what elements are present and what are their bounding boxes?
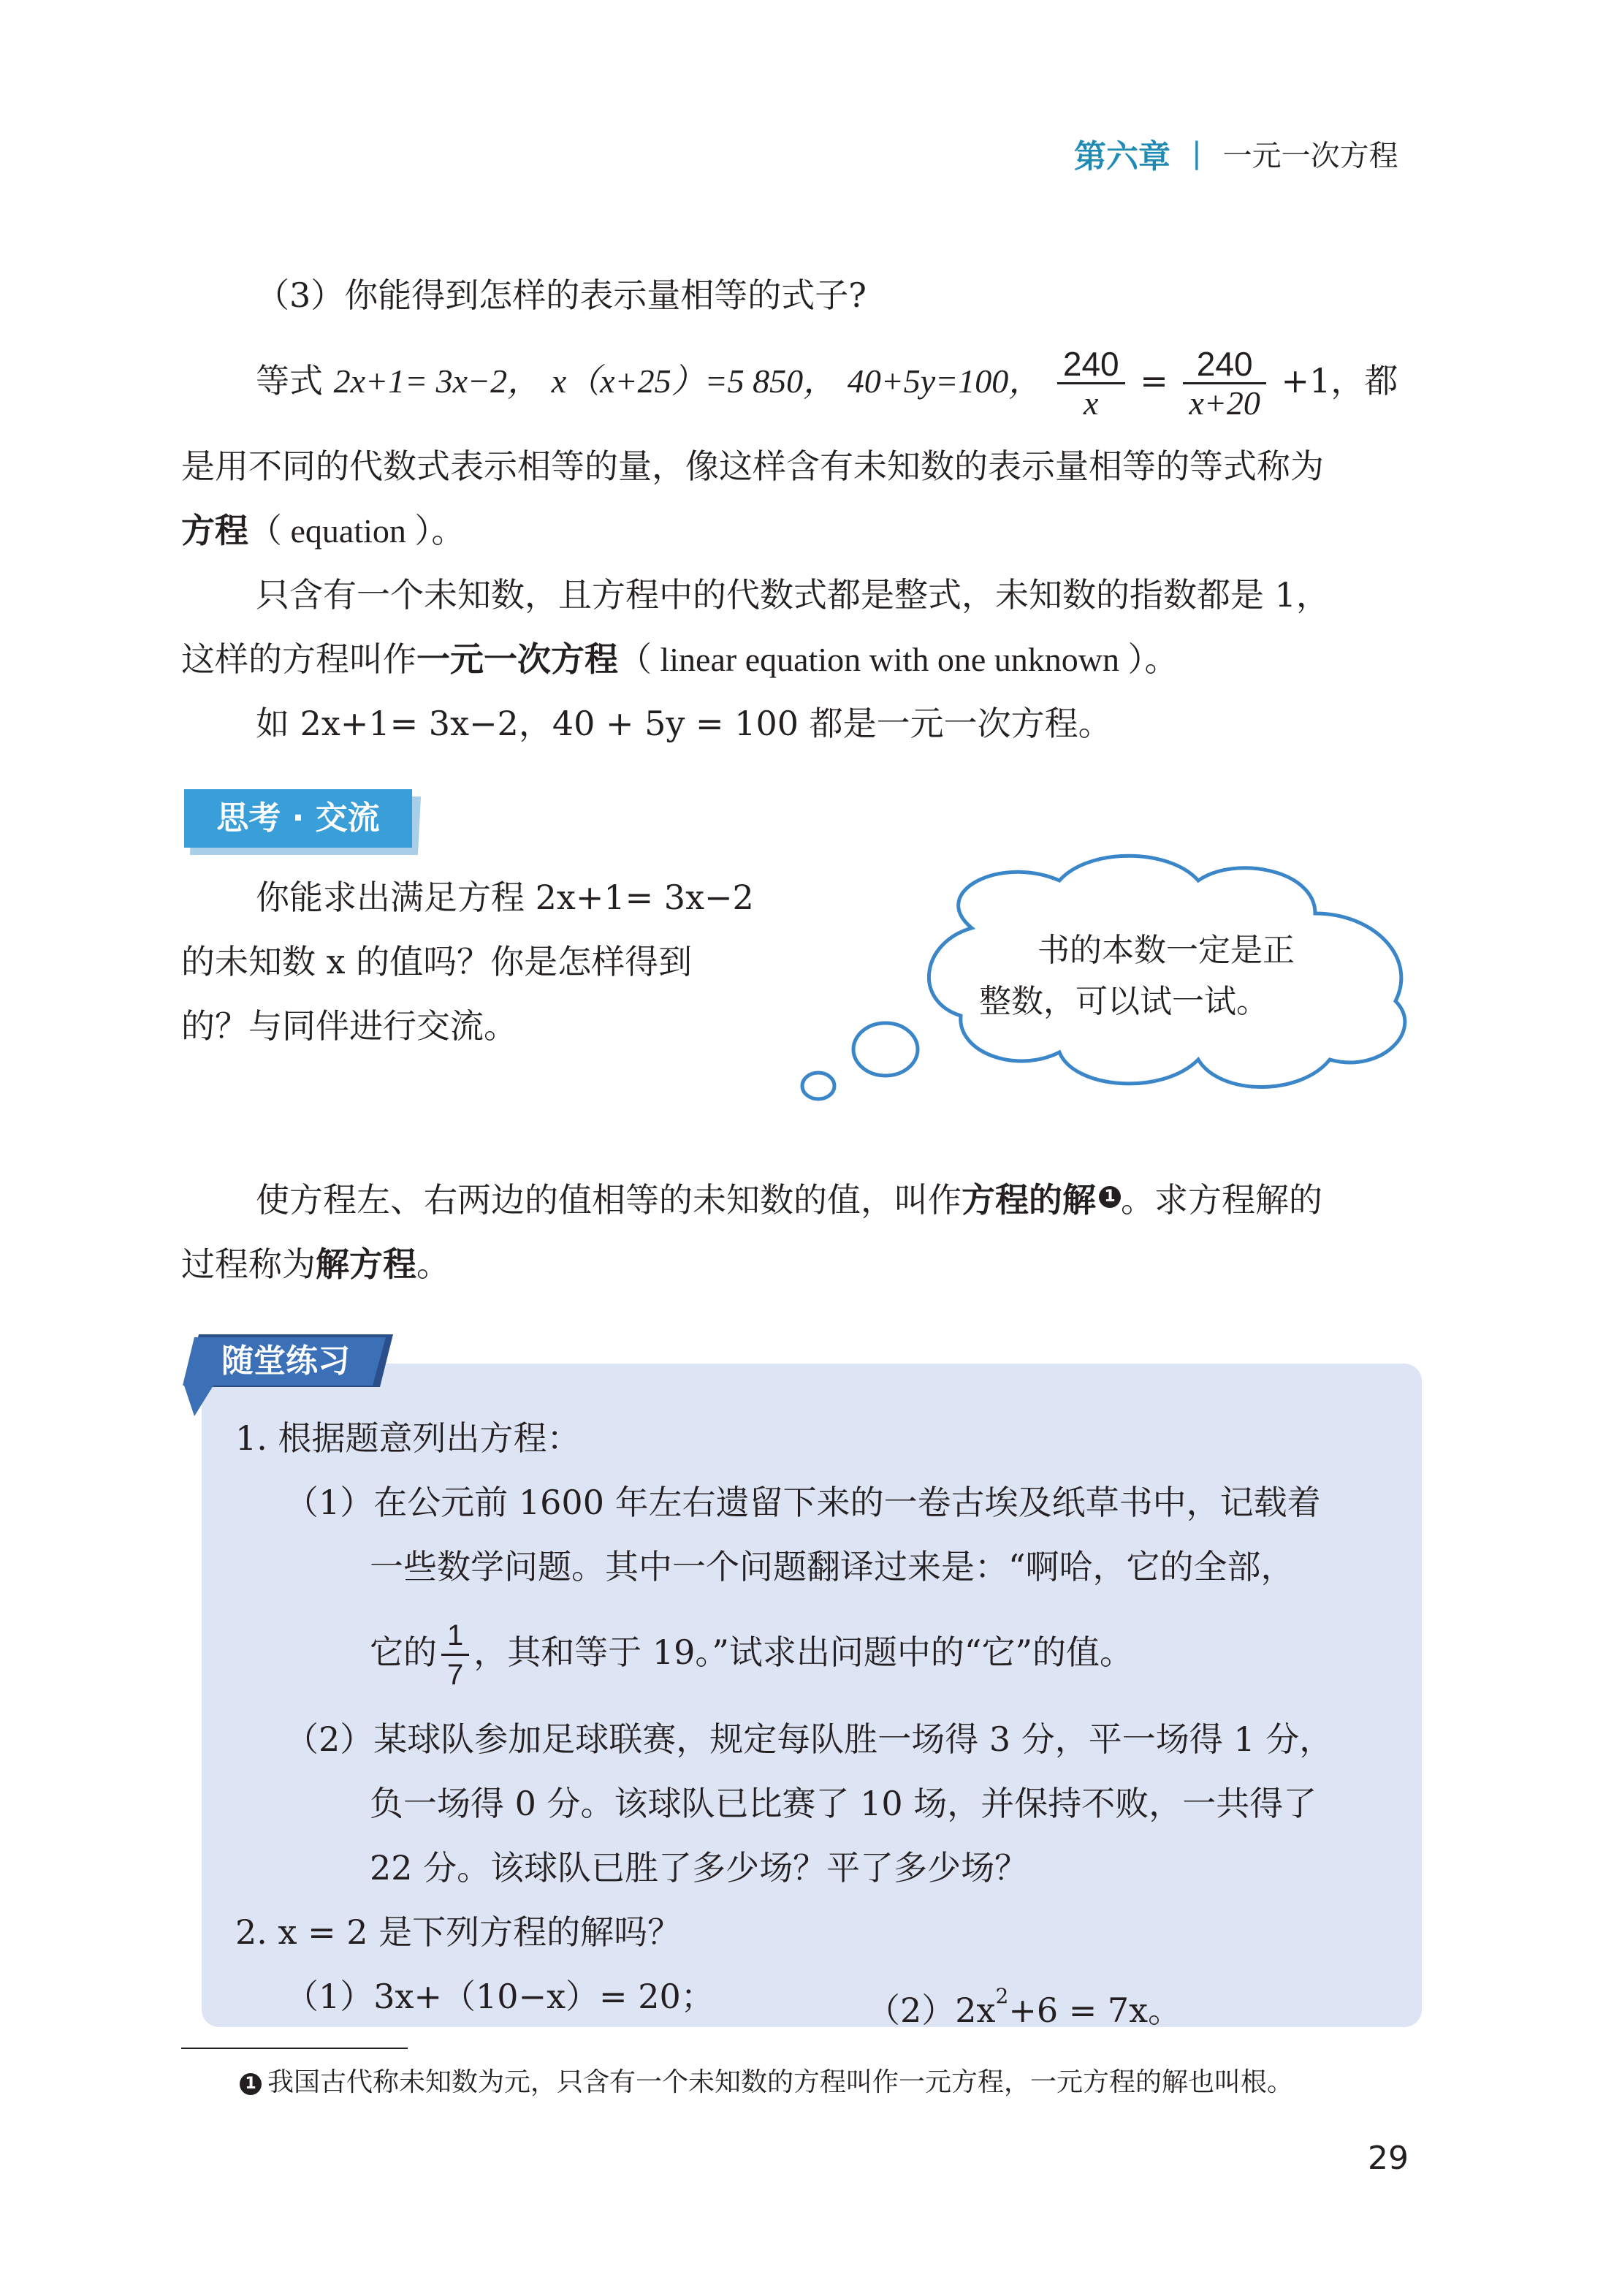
cloud-text xyxy=(950,925,1295,1027)
cloud-text-line2: 整数，可以试一试。 xyxy=(979,983,1268,1020)
definition-linear-line2 xyxy=(181,637,1179,682)
page-number: 29 xyxy=(1368,2140,1409,2177)
practice-2-b-post: +6 = 7x。 xyxy=(1008,1991,1182,2030)
cloud-bubble-small xyxy=(802,1073,834,1099)
practice-2-a: （1）3x+（10−x）= 20； xyxy=(285,1977,715,2016)
chapter-title: 一元一次方程 xyxy=(1222,139,1398,173)
practice-1-1-line1: （1）在公元前 1600 年左右遗留下来的一卷古埃及纸草书中，记载着 xyxy=(285,1483,1321,1522)
practice-banner-tail xyxy=(184,1385,213,1416)
term-equation: 方程 xyxy=(181,511,248,550)
footnote-divider xyxy=(181,2048,408,2049)
practice-1-title: 1. 根据题意列出方程： xyxy=(235,1418,581,1458)
fraction-denominator: 7 xyxy=(441,1654,469,1694)
term-solve-equation: 解方程 xyxy=(316,1244,416,1284)
eq-example-2: x（x+25）=5 850， xyxy=(551,362,837,400)
footnote-bullet: 1 xyxy=(240,2073,262,2095)
equals-sign: = xyxy=(1140,361,1168,400)
definition-linear-line1: 只含有一个未知数，且方程中的代数式都是整式，未知数的指数都是 1， xyxy=(256,575,1330,615)
fraction-numerator: 240 xyxy=(1062,344,1119,383)
definition-linear-prefix: 这样的方程叫作 xyxy=(181,639,416,679)
cloud-bubble-medium xyxy=(853,1023,918,1076)
practice-1-2-line2: 负一场得 0 分。该球队已比赛了 10 场，并保持不败，一共得了 xyxy=(370,1784,1317,1823)
definition-solution-line2 xyxy=(181,1242,450,1286)
fraction-240-over-x xyxy=(1057,346,1125,422)
question-3: （3）你能得到怎样的表示量相等的式子? xyxy=(256,275,867,315)
think-banner-label: 思考 · 交流 xyxy=(216,799,380,837)
practice-1-1-rest: ，其和等于 19。”试求出问题中的“它”的值。 xyxy=(473,1632,1133,1672)
running-header xyxy=(1074,130,1398,181)
definition-solution-prefix: 使方程左、右两边的值相等的未知数的值，叫作 xyxy=(256,1180,962,1220)
think-text-line2: 的未知数 x 的值吗？你是怎样得到 xyxy=(181,942,693,981)
eq-tail: +1，都 xyxy=(1281,361,1398,400)
practice-1-2-line3: 22 分。该球队已胜了多少场？平了多少场？ xyxy=(370,1848,1029,1888)
eq-example-1: 2x+1= 3x−2， xyxy=(333,362,541,400)
fraction-numerator: 1 xyxy=(447,1619,464,1651)
fraction-240-over-x-plus-20 xyxy=(1183,346,1265,422)
eq-prefix: 等式 xyxy=(256,361,323,400)
definition-solution-line1 xyxy=(256,1178,1322,1222)
term-linear-english: （ linear equation with one unknown ）。 xyxy=(618,641,1179,678)
definition-solve-prefix: 过程称为 xyxy=(181,1244,316,1284)
practice-1-1-its: 它的 xyxy=(370,1632,437,1672)
definition-solution-suffix: 。求方程解的 xyxy=(1121,1180,1322,1220)
practice-1-1-line3 xyxy=(370,1612,1133,1692)
term-equation-english: （ equation ）。 xyxy=(248,512,465,550)
cloud-text-line1: 书的本数一定是正 xyxy=(1037,932,1295,969)
equation-examples-line xyxy=(256,341,1398,421)
example-line: 如 2x+1= 3x−2，40 + 5y = 100 都是一元一次方程。 xyxy=(256,704,1112,743)
definition-equation-term xyxy=(181,509,465,553)
fraction-denominator: x+20 xyxy=(1183,382,1265,422)
fraction-denominator: x xyxy=(1057,382,1125,422)
term-linear-equation: 一元一次方程 xyxy=(416,639,618,679)
practice-1-1-line2: 一些数学问题。其中一个问题翻译过来是：“啊哈，它的全部， xyxy=(370,1547,1295,1586)
practice-2-b-pre: （2）2x xyxy=(867,1991,996,2030)
footnote xyxy=(240,2064,1293,2102)
exponent: 2 xyxy=(995,1984,1009,2008)
footnote-text: 我国古代称未知数为元，只含有一个未知数的方程叫作一元方程，一元方程的解也叫根。 xyxy=(267,2067,1294,2097)
definition-equation-line: 是用不同的代数式表示相等的量，像这样含有未知数的表示量相等的等式称为 xyxy=(181,446,1324,486)
think-text-line1: 你能求出满足方程 2x+1= 3x−2 xyxy=(256,878,754,917)
header-separator: | xyxy=(1192,137,1202,170)
term-solution: 方程的解 xyxy=(962,1180,1096,1220)
definition-solve-suffix: 。 xyxy=(416,1244,450,1284)
practice-2-title: 2. x = 2 是下列方程的解吗？ xyxy=(235,1912,682,1952)
practice-2-b xyxy=(867,1974,1181,2032)
chapter-label: 第六章 xyxy=(1074,138,1170,175)
practice-banner-label: 随堂练习 xyxy=(221,1342,350,1380)
practice-1-2-line1: （2）某球队参加足球联赛，规定每队胜一场得 3 分，平一场得 1 分， xyxy=(285,1719,1333,1759)
think-text-line3: 的？与同伴进行交流。 xyxy=(181,1006,517,1046)
fraction-one-seventh xyxy=(441,1617,469,1694)
eq-example-3: 40+5y=100， xyxy=(847,362,1043,400)
fraction-numerator: 240 xyxy=(1196,344,1253,383)
think-banner xyxy=(184,789,419,856)
footnote-marker: 1 xyxy=(1099,1186,1121,1208)
